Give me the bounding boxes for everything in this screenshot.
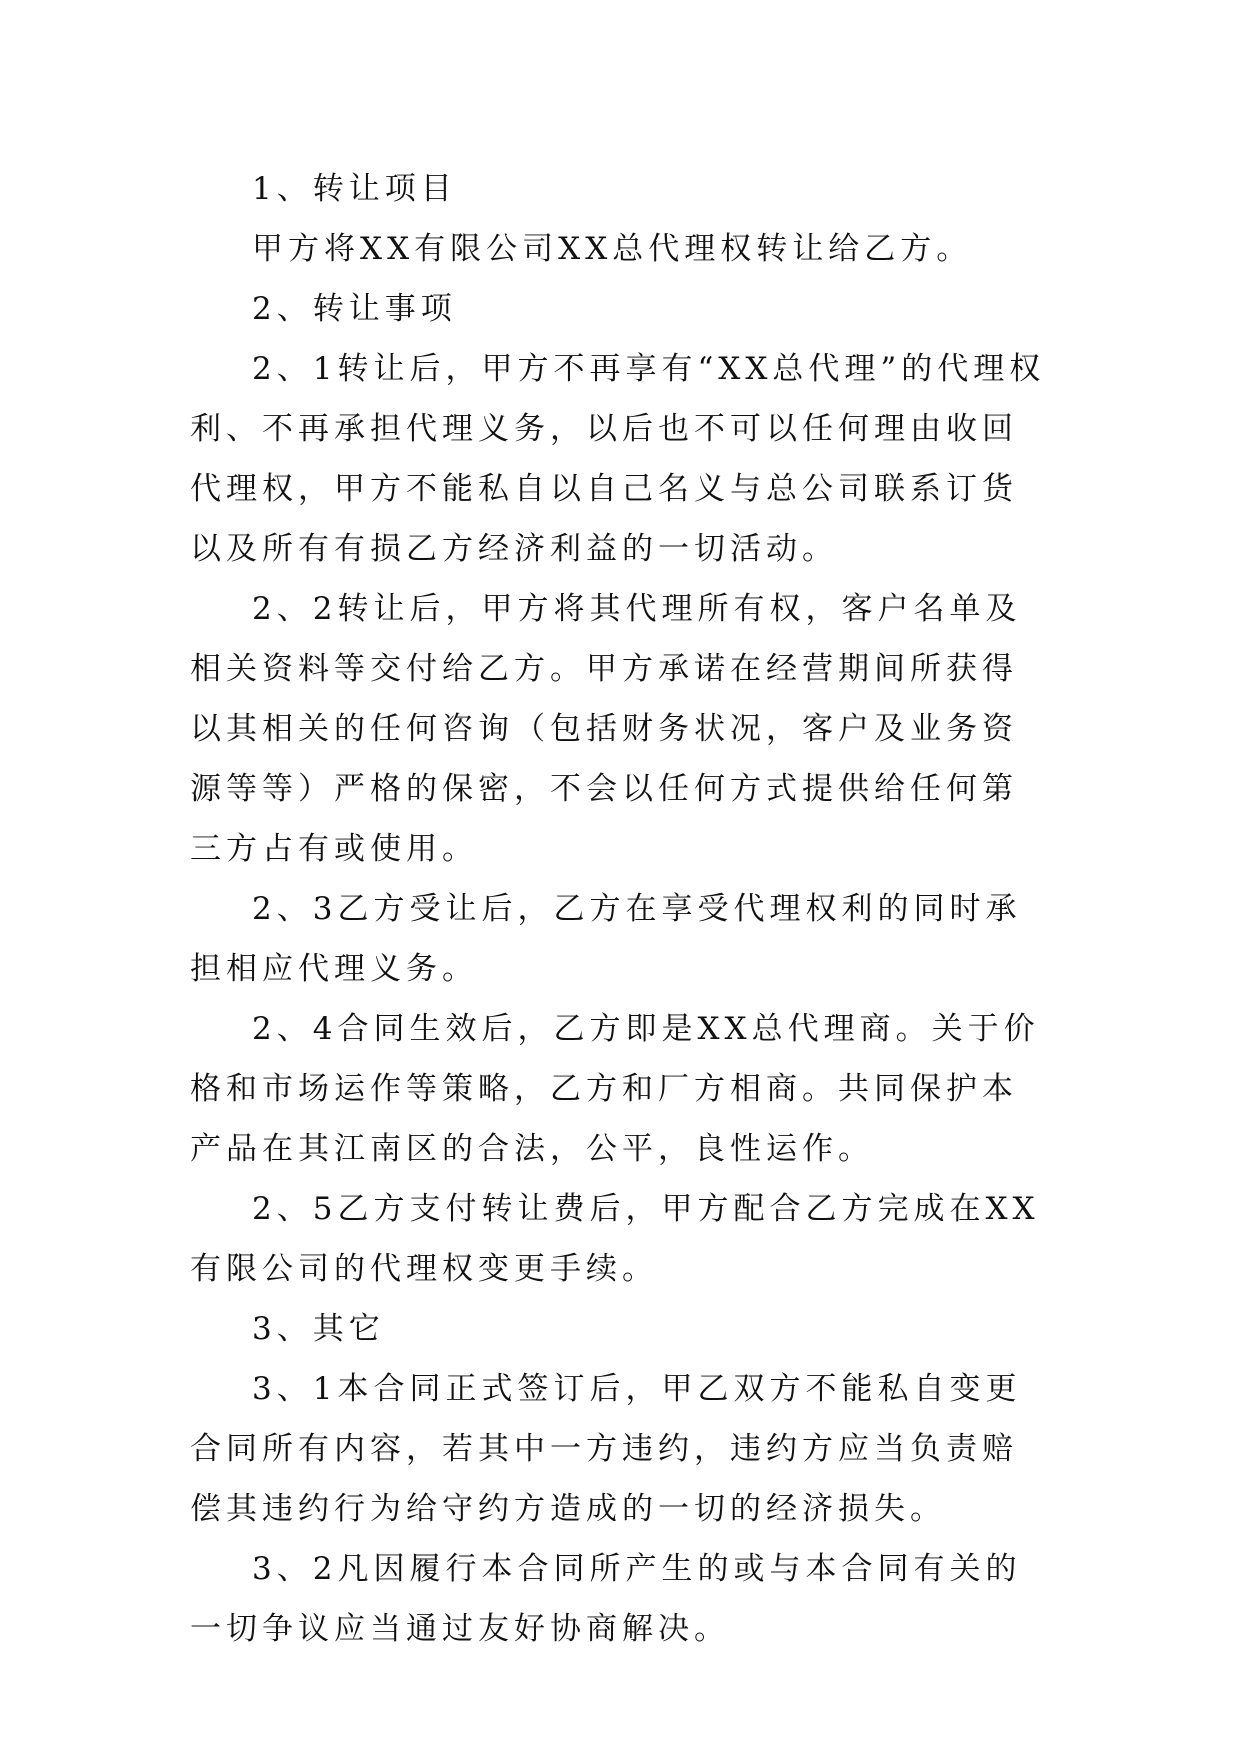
section-heading-transfer-matters: 2、转让事项 xyxy=(252,291,457,327)
section-heading-transfer-item: 1、转让项目 xyxy=(252,171,457,207)
paragraph-clause-2-4: 2、4合同生效后，乙方即是XX总代理商。关于价格和市场运作等策略，乙方和厂方相商。共同保护本产品在其江南区的合法，公平，良性运作。 xyxy=(190,1011,1040,1167)
paragraph-clause-3-1: 3、1本合同正式签订后，甲乙双方不能私自变更合同所有内容，若其中一方违约，违约方应当负责赔偿其违约行为给守约方造成的一切的经济损失。 xyxy=(190,1371,1022,1527)
paragraph-clause-2-5: 2、5乙方支付转让费后，甲方配合乙方完成在XX有限公司的代理权变更手续。 xyxy=(190,1191,1040,1287)
paragraph-clause-2-2: 2、2转让后，甲方将其代理所有权，客户名单及相关资料等交付给乙方。甲方承诺在经营期间所获得以其相关的任何咨询（包括财务状况，客户及业务资源等等）严格的保密，不会以任何方式提供给任何第三方占有或使用。 xyxy=(190,591,1022,867)
document-body xyxy=(190,159,1050,1659)
paragraph-transfer-item-body: 甲方将XX有限公司XX总代理权转让给乙方。 xyxy=(252,231,973,267)
paragraph-clause-2-1: 2、1转让后，甲方不再享有“XX总代理”的代理权利、不再承担代理义务，以后也不可以任何理由收回代理权，甲方不能私自以自己名义与总公司联系订货以及所有有损乙方经济利益的一切活动。 xyxy=(190,351,1046,567)
paragraph-clause-3-2: 3、2凡因履行本合同所产生的或与本合同有关的一切争议应当通过友好协商解决。 xyxy=(190,1551,1022,1647)
section-heading-others: 3、其它 xyxy=(252,1311,385,1347)
paragraph-clause-2-3: 2、3乙方受让后，乙方在享受代理权利的同时承担相应代理义务。 xyxy=(190,891,1022,987)
